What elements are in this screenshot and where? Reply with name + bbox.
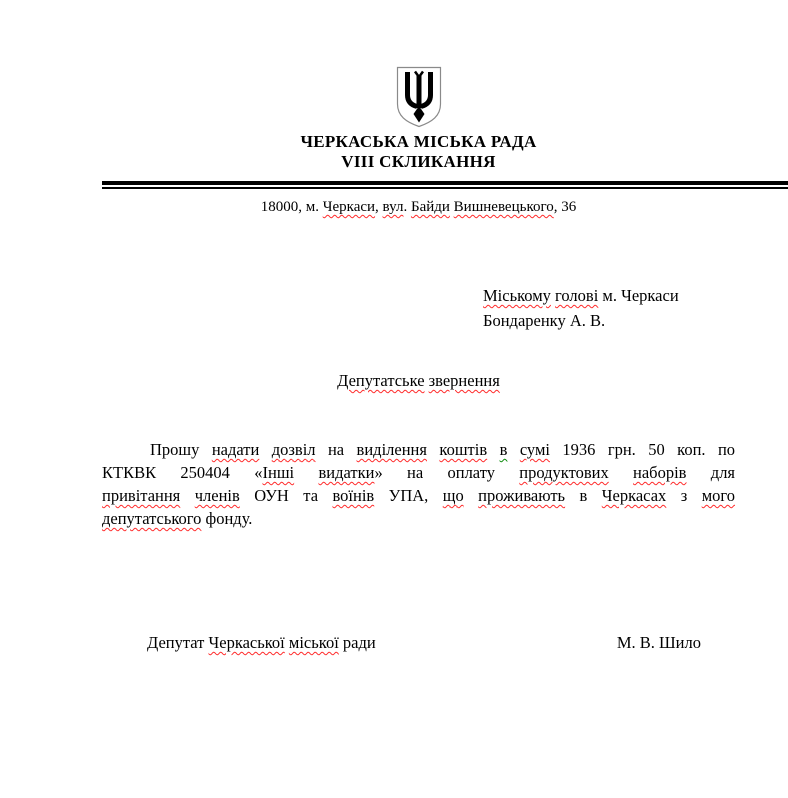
text-segment: ОУН та xyxy=(239,486,333,505)
spellcheck-marked-word: видатки xyxy=(318,463,375,482)
body-line-1 xyxy=(102,438,735,461)
text-segment: на xyxy=(315,440,357,459)
text-segment: фонду. xyxy=(201,509,253,528)
spellcheck-marked-word: надати xyxy=(211,440,260,459)
text-segment: для xyxy=(686,463,736,482)
spellcheck-marked-word: наборів xyxy=(633,463,687,482)
text-segment: з xyxy=(666,486,702,505)
spellcheck-marked-word: сумі xyxy=(519,440,550,459)
text-segment xyxy=(180,486,194,505)
text-segment: Прошу xyxy=(150,440,212,459)
text-segment: Депутат xyxy=(147,633,209,652)
spellcheck-marked-word: Черкаси xyxy=(322,199,376,215)
org-address xyxy=(102,198,735,216)
text-segment: КТКВК 250404 « xyxy=(102,463,263,482)
spellcheck-marked-word: воїнів xyxy=(332,486,375,505)
text-segment: УПА, xyxy=(374,486,443,505)
text-segment: в xyxy=(565,486,602,505)
letterhead-rule xyxy=(102,181,788,189)
body-line-4 xyxy=(102,507,735,530)
document-content xyxy=(102,0,735,653)
spellcheck-marked-word: дозвіл xyxy=(271,440,316,459)
spellcheck-marked-word: Інші xyxy=(262,463,295,482)
convocation: VIII СКЛИКАННЯ xyxy=(341,152,496,171)
spellcheck-marked-word: Черкасах xyxy=(601,486,667,505)
spellcheck-marked-word: звернення xyxy=(428,371,500,390)
ukraine-trident-emblem-icon xyxy=(396,66,442,128)
signature-row xyxy=(102,633,735,653)
text-segment: , 36 xyxy=(553,199,577,215)
spellcheck-marked-word: вул xyxy=(382,199,404,215)
signature-name xyxy=(617,633,701,653)
spellcheck-marked-word: Черкаської xyxy=(208,633,285,652)
spellcheck-marked-word: Вишневецького xyxy=(453,199,554,215)
text-segment: 18000, м. xyxy=(260,199,323,215)
text-segment xyxy=(507,440,519,459)
text-segment xyxy=(464,486,478,505)
addressee-line-2 xyxy=(483,308,735,333)
spellcheck-marked-word: що xyxy=(442,486,464,505)
text-segment: 1936 грн. 50 коп. по xyxy=(549,440,736,459)
spellcheck-marked-word: Депутатське xyxy=(337,371,425,390)
signature-position xyxy=(147,633,376,653)
spellcheck-marked-word: продуктових xyxy=(519,463,609,482)
spellcheck-marked-word: привітання xyxy=(102,486,181,505)
document-title xyxy=(102,370,735,391)
text-segment xyxy=(427,440,439,459)
text-segment xyxy=(259,440,271,459)
text-segment: . xyxy=(403,199,411,215)
text-segment: М. В. Шило xyxy=(616,633,701,652)
spellcheck-marked-word: проживають xyxy=(478,486,566,505)
org-name: ЧЕРКАСЬКА МІСЬКА РАДА xyxy=(300,132,537,151)
spellcheck-marked-word: виділення xyxy=(356,440,427,459)
addressee-block xyxy=(483,283,735,333)
addressee-line-1 xyxy=(483,283,735,308)
spellcheck-marked-word: мого xyxy=(701,486,736,505)
body-paragraph xyxy=(102,438,735,530)
spellcheck-marked-word: членів xyxy=(194,486,240,505)
spellcheck-marked-word: Міському xyxy=(483,286,551,305)
body-line-3 xyxy=(102,484,735,507)
text-segment: , xyxy=(375,199,383,215)
text-segment: ради xyxy=(338,633,376,652)
spellcheck-marked-word: голові xyxy=(555,286,599,305)
text-segment xyxy=(609,463,633,482)
spellcheck-marked-word: депутатського xyxy=(102,509,202,528)
letterhead-emblem xyxy=(102,0,735,128)
text-segment: » на оплату xyxy=(374,463,520,482)
spellcheck-marked-word: міської xyxy=(288,633,339,652)
text-segment: м. Черкаси xyxy=(598,286,679,305)
text-segment: Бондаренку А. В. xyxy=(483,311,606,330)
body-line-2 xyxy=(102,461,735,484)
spellcheck-marked-word: Байди xyxy=(410,199,450,215)
text-segment xyxy=(487,440,499,459)
spellcheck-marked-word: в xyxy=(499,440,508,459)
text-segment xyxy=(294,463,318,482)
spellcheck-marked-word: коштів xyxy=(439,440,488,459)
